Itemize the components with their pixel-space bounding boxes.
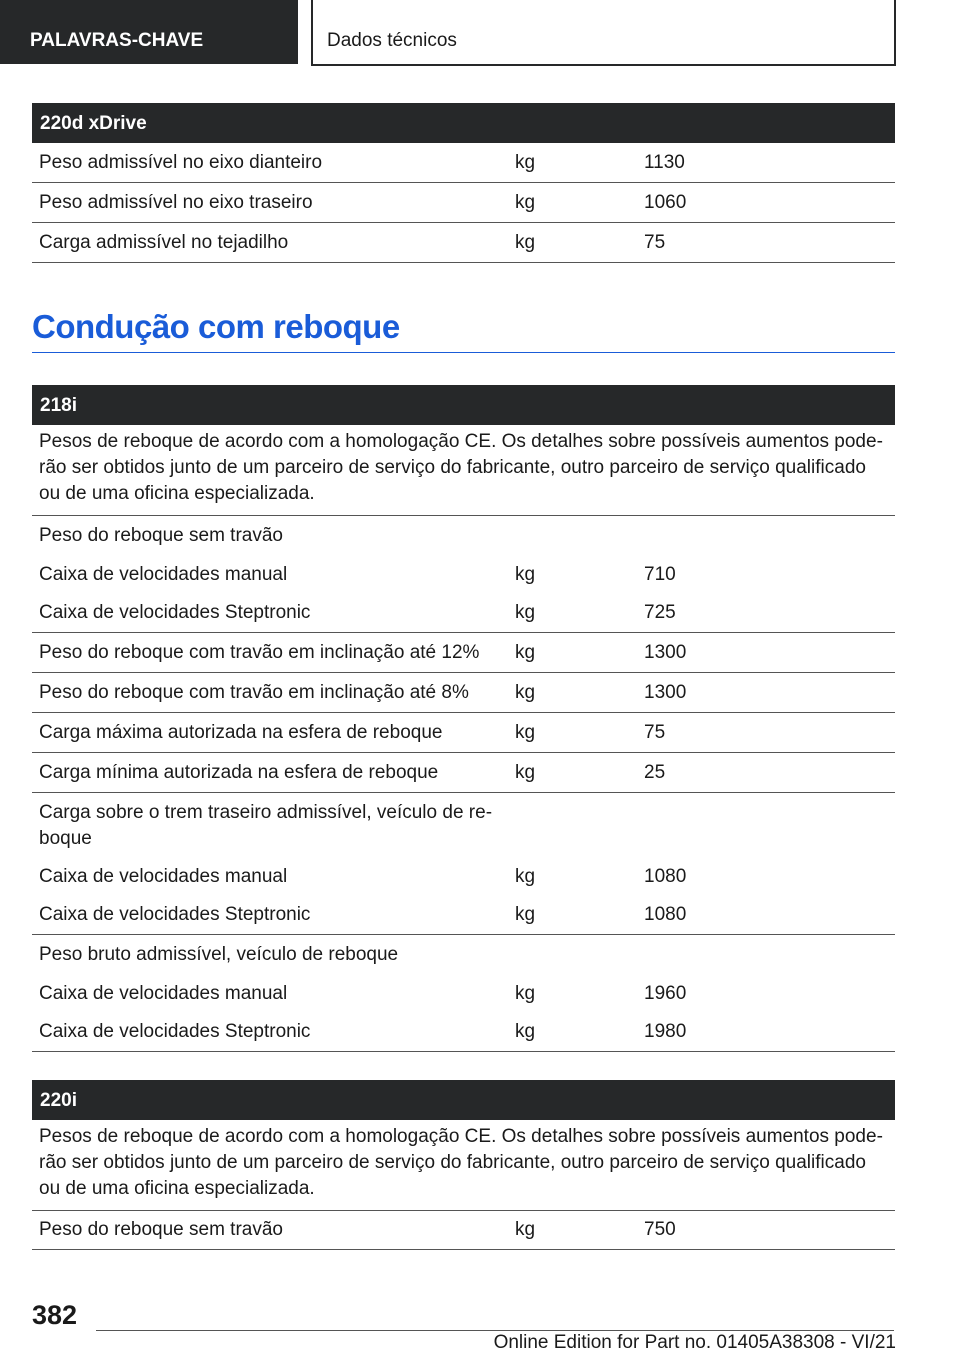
table-row <box>32 183 895 223</box>
row-unit: kg <box>515 563 536 585</box>
group-label-row <box>32 793 895 852</box>
row-label: Peso do reboque sem travão <box>39 1219 283 1240</box>
row-label: Carga admissível no tejadilho <box>39 231 289 253</box>
table-row <box>32 1013 895 1052</box>
row-value: 25 <box>644 761 666 783</box>
row-unit: kg <box>515 904 536 925</box>
row-value: 1130 <box>644 151 685 173</box>
row-unit: kg <box>515 602 536 623</box>
table-220i <box>32 1080 895 1250</box>
row-unit: kg <box>515 1021 536 1042</box>
row-unit: kg <box>515 681 536 703</box>
section-title: Condução com reboque <box>32 308 895 353</box>
row-label: Peso admissível no eixo dianteiro <box>39 151 323 173</box>
row-label: Caixa de velocidades Steptronic <box>39 1021 311 1042</box>
row-unit: kg <box>515 151 536 173</box>
table-220d-xdrive <box>32 103 895 263</box>
row-value: 75 <box>644 721 666 743</box>
row-value: 75 <box>644 231 666 253</box>
row-label: Carga mínima autorizada na esfera de reboque <box>39 761 439 783</box>
row-unit: kg <box>515 191 536 213</box>
row-unit: kg <box>515 1219 536 1240</box>
row-unit: kg <box>515 641 536 663</box>
table-row <box>32 594 895 633</box>
table-row <box>32 633 895 673</box>
table-title: 220i <box>32 1080 895 1120</box>
table-row <box>32 713 895 753</box>
table-row <box>32 143 895 183</box>
table-row <box>32 896 895 935</box>
row-label: Carga máxima autorizada na esfera de reboque <box>39 721 443 743</box>
group-label-row <box>32 935 895 974</box>
row-label: Caixa de velocidades manual <box>39 865 288 887</box>
row-unit: kg <box>515 761 536 783</box>
group-label: Carga sobre o trem traseiro admissível, veículo de reboque <box>39 802 493 849</box>
table-title: 220d xDrive <box>32 103 895 143</box>
table-row <box>32 753 895 793</box>
table-218i <box>32 385 895 1052</box>
table-row <box>32 974 895 1013</box>
row-value: 1300 <box>644 641 687 663</box>
table-note: Pesos de reboque de acordo com a homologação CE. Os detalhes sobre possíveis aumentos poderão ser obtidos junto de um parceiro de serviço do fabricante, outro parceiro de serviço qualificado ou de uma oficina especializada. <box>32 1120 895 1211</box>
row-label: Peso do reboque com travão em inclinação até 8% <box>39 681 469 703</box>
row-label: Peso admissível no eixo traseiro <box>39 191 313 213</box>
row-value: 1300 <box>644 681 687 703</box>
table-row <box>32 223 895 263</box>
row-value: 1060 <box>644 191 687 213</box>
row-label: Peso do reboque com travão em inclinação até 12% <box>39 641 480 663</box>
section-header-technical-data: Dados técnicos <box>311 0 896 66</box>
row-label: Caixa de velocidades Steptronic <box>39 602 311 623</box>
row-label: Caixa de velocidades manual <box>39 982 288 1004</box>
row-unit: kg <box>515 982 536 1004</box>
edition-footer: Online Edition for Part no. 01405A38308 - VI/21 <box>493 1332 896 1353</box>
group-label: Peso bruto admissível, veículo de reboque <box>39 943 399 965</box>
row-value: 1980 <box>644 1021 687 1042</box>
table-row <box>32 555 895 594</box>
row-label: Caixa de velocidades manual <box>39 563 288 585</box>
row-value: 1080 <box>644 865 687 887</box>
table-row <box>32 673 895 713</box>
table-row <box>32 857 895 896</box>
row-unit: kg <box>515 865 536 887</box>
table-title: 218i <box>32 385 895 425</box>
group-label: Peso do reboque sem travão <box>39 524 283 546</box>
table-note: Pesos de reboque de acordo com a homologação CE. Os detalhes sobre possíveis aumentos poderão ser obtidos junto de um parceiro de serviço do fabricante, outro parceiro de serviço qualificado ou de uma oficina especializada. <box>32 425 895 516</box>
row-unit: kg <box>515 721 536 743</box>
group-label-row <box>32 516 895 555</box>
table-row <box>32 1211 895 1250</box>
keywords-tab[interactable]: PALAVRAS-CHAVE <box>0 0 298 64</box>
footer-divider <box>96 1330 894 1331</box>
row-value: 725 <box>644 602 676 623</box>
row-value: 710 <box>644 563 676 585</box>
row-value: 1080 <box>644 904 687 925</box>
row-unit: kg <box>515 231 536 253</box>
row-value: 750 <box>644 1219 676 1240</box>
page-number: 382 <box>32 1300 78 1330</box>
row-value: 1960 <box>644 982 687 1004</box>
row-label: Caixa de velocidades Steptronic <box>39 904 311 925</box>
